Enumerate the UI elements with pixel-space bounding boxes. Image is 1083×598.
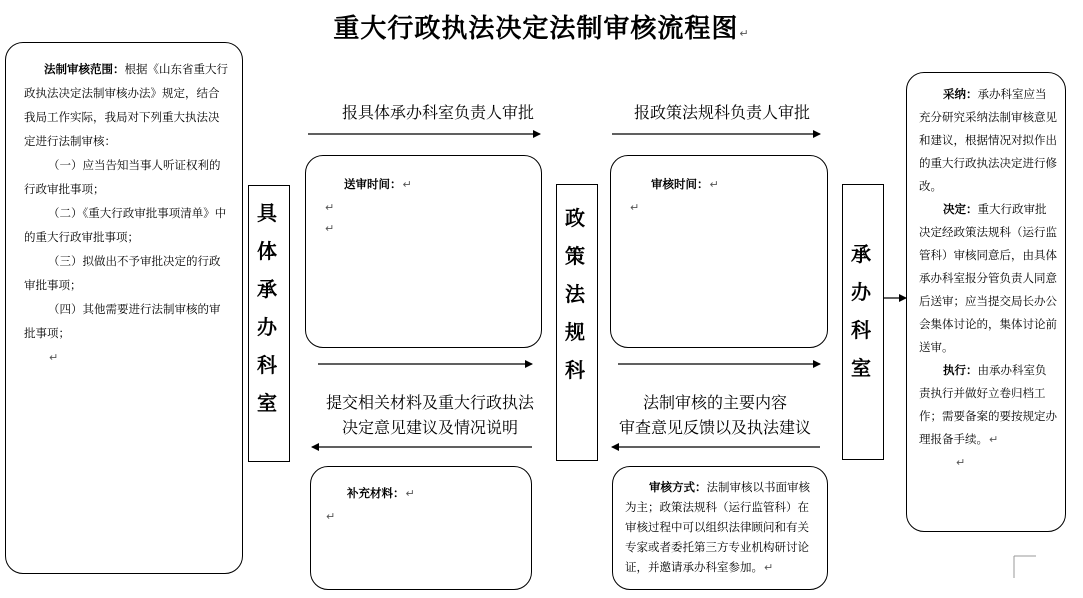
outcome-panel: 采纳：承办科室应当充分研究采纳法制审核意见和建议，根据情况对拟作出的重大行政执法决定进行修改。 决定：重大行政审批决定经政策法规科（运行监管科）审核同意后，由具体承办科室报分管负责人同意后送审；应当提交局长办公会集体讨论的，集体讨论前送审。 执行：由承办科室负责执行并做好立卷归档工作；需要备案的要按规定办理报备手续。↵ ↵: [906, 72, 1066, 532]
node-char: 体: [257, 239, 277, 263]
decide-text: 重大行政审批决定经政策法规科（运行监管科）审核同意后，由具体承办科室报分管负责人同意后送审；应当提交局长办公会集体讨论的，集体讨论前送审。: [919, 202, 1057, 354]
node-char: 科: [565, 358, 585, 382]
node-char: 室: [851, 356, 871, 380]
review-time-label: 审核时间：: [651, 177, 709, 191]
node-handling-department: [248, 185, 290, 462]
node-char: 规: [565, 320, 585, 344]
node-char: 办: [257, 315, 277, 339]
label-c-to-b-bottom: 法制审核的主要内容 审查意见反馈以及执法建议: [618, 393, 811, 437]
node-char: 科: [851, 318, 871, 342]
scope-item: （三）拟做出不予审批决定的行政审批事项；: [24, 254, 221, 292]
send-time-label: 送审时间：: [344, 177, 402, 191]
decide-heading: 决定：: [943, 202, 978, 216]
corner-mark: [1014, 556, 1036, 578]
node-char: 科: [257, 353, 277, 377]
review-method-text: 法制审核以书面审核为主；政策法规科（运行监管科）在审核过程中可以组织法律顾问和有关专家或者委托第三方专业机构研讨论证，并邀请承办科室参加。: [625, 480, 810, 574]
scope-item: （四）其他需要进行法制审核的审批事项；: [24, 302, 221, 340]
scope-heading: 法制审核范围：: [44, 62, 125, 76]
node-char: 承: [257, 277, 277, 301]
node-char: 办: [851, 280, 871, 304]
review-method-box: 审核方式：法制审核以书面审核为主；政策法规科（运行监管科）在审核过程中可以组织法律顾问和有关专家或者委托第三方专业机构研讨论证，并邀请承办科室参加。↵: [612, 466, 828, 590]
node-char: 承: [851, 242, 871, 266]
node-char: 策: [565, 244, 585, 268]
review-scope-panel: 法制审核范围：根据《山东省重大行政执法决定法制审核办法》规定，结合我局工作实际，我局对下列重大执法决定进行法制审核： （一）应当告知当事人听证权利的行政审批事项； （二）《重大行政审批事项清单》中的重大行政审批事项； （三）拟做出不予审批决定的行政审批事项； （四）其他需要进行法制审核的审批事项； ↵: [5, 42, 243, 574]
review-method-heading: 审核方式：: [649, 480, 707, 494]
adopt-heading: 采纳：: [943, 87, 978, 101]
node-undertaking-department: [842, 184, 884, 460]
adopt-text: 承办科室应当充分研究采纳法制审核意见和建议，根据情况对拟作出的重大行政执法决定进行修改。: [919, 87, 1057, 193]
node-char: 具: [257, 201, 277, 225]
scope-item: （一）应当告知当事人听证权利的行政审批事项；: [24, 158, 221, 196]
node-char: 法: [565, 282, 585, 306]
exec-text: 由承办科室负责执行并做好立卷归档工作；需要备案的要按规定办理报备手续。: [919, 363, 1057, 446]
scope-intro: 根据《山东省重大行政执法决定法制审核办法》规定，结合我局工作实际，我局对下列重大执法决定进行法制审核：: [24, 62, 228, 148]
review-time-box: 审核时间：↵ ↵: [610, 155, 828, 348]
supplement-label: 补充材料：: [347, 486, 405, 500]
exec-heading: 执行：: [943, 363, 978, 377]
node-char: 室: [257, 391, 277, 415]
page-title: 重大行政执法决定法制审核流程图↵: [333, 14, 750, 44]
label-a-to-b-top: 报具体承办科室负责人审批: [341, 103, 534, 122]
supplement-materials-box: 补充材料：↵ ↵: [310, 466, 532, 590]
send-time-box: 送审时间：↵ ↵ ↵: [305, 155, 542, 348]
label-b-to-c-top: 报政策法规科负责人审批: [633, 103, 810, 122]
label-b-to-a-bottom: 提交相关材料及重大行政执法 决定意见建议及情况说明: [325, 393, 534, 437]
scope-item: （二）《重大行政审批事项清单》中的重大行政审批事项；: [24, 206, 227, 244]
node-char: 政: [565, 206, 585, 230]
node-policy-regulation-section: [556, 184, 598, 461]
